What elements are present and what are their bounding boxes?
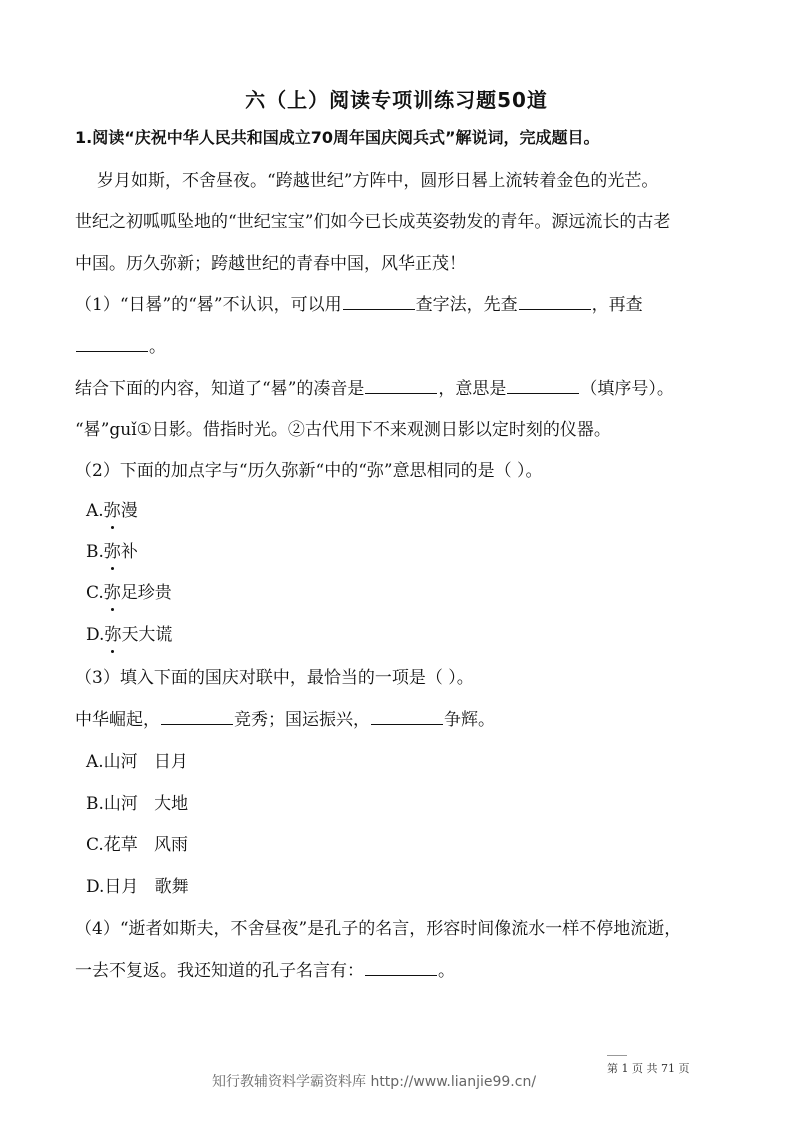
option-text: 天大谎: [121, 625, 173, 645]
couplet-text-c: 争辉。: [444, 710, 495, 730]
passage-line-2: 世纪之初呱呱坠地的“世纪宝宝”们如今已长成英姿勃发的青年。源远流长的古老: [75, 212, 671, 232]
dotted-char: 弥: [104, 580, 121, 606]
option-a[interactable]: A.山河 日月: [86, 752, 188, 772]
couplet-text-b: 竞秀；国运振兴，: [234, 710, 370, 730]
page-title: 六（上）阅读专项训练习题50道: [245, 88, 548, 112]
q1-1-text-a: （1）“日晷”的“晷”不认识，可以用: [75, 295, 342, 315]
option-a[interactable]: [86, 498, 736, 524]
question-1-1-cont: [75, 334, 725, 360]
q1-1b-text-a: 结合下面的内容，知道了“晷”的凑音是: [75, 379, 365, 399]
option-d[interactable]: D.日月 歌舞: [86, 877, 189, 897]
q1-4-end: 。: [438, 961, 455, 981]
passage-line-1: 岁月如斯，不舍昼夜。“跨越世纪”方阵中，圆形日晷上流转着金色的光芒。: [97, 171, 659, 191]
option-b[interactable]: [86, 539, 736, 565]
answer-blank[interactable]: [519, 293, 591, 310]
q1-1-text-b: 查字法，先查: [415, 295, 518, 315]
q1-1-text-c: ，再查: [591, 295, 643, 315]
option-text: 漫: [120, 501, 138, 521]
answer-blank[interactable]: [343, 293, 415, 310]
option-c[interactable]: C.花草 风雨: [86, 835, 189, 855]
question-1-3: （3）填入下面的国庆对联中，最恰当的一项是（ ）。: [75, 668, 474, 688]
dotted-char: 弥: [104, 498, 121, 524]
question-1-4: （4）“逝者如斯夫，不舍昼夜”是孔子的名言，形容时间像流水一样不停地流逝，: [75, 919, 682, 939]
question-1-1: [75, 292, 725, 318]
q1-4-text: 一去不复返。我还知道的孔子名言有：: [75, 961, 364, 981]
answer-blank[interactable]: [161, 708, 233, 725]
question-1-1-b: [75, 376, 725, 402]
option-c[interactable]: [86, 580, 736, 606]
option-letter: D.: [86, 625, 105, 645]
question-1-4-cont: [75, 958, 725, 984]
question-1-2: （2）下面的加点字与“历久弥新“中的“弥”意思相同的是（ ）。: [75, 461, 543, 481]
q1-1b-text-c: （填序号）。: [580, 379, 674, 399]
option-text: 足珍贵: [120, 583, 172, 603]
dotted-char: 弥: [104, 622, 121, 648]
couplet-line: [75, 707, 725, 733]
dictionary-entry: “晷”guǐ①日影。借指时光。②古代用下不来观测日影以定时刻的仪器。: [75, 420, 611, 440]
answer-blank[interactable]: [507, 377, 579, 394]
q1-1b-text-b: ，意思是: [438, 379, 507, 399]
answer-blank[interactable]: [365, 377, 437, 394]
option-d[interactable]: [86, 622, 736, 648]
dotted-char: 弥: [104, 539, 121, 565]
option-letter: A.: [86, 501, 104, 521]
page-number: 第 1 页 共 71 页: [607, 1062, 690, 1075]
answer-blank[interactable]: [365, 959, 437, 976]
answer-blank[interactable]: [371, 708, 443, 725]
q1-1-end: 。: [149, 337, 166, 357]
question-1-heading: 1.阅读“庆祝中华人民共和国成立70周年国庆阅兵式”解说词，完成题目。: [75, 128, 600, 147]
option-b[interactable]: B.山河 大地: [86, 794, 189, 814]
couplet-text-a: 中华崛起，: [75, 710, 160, 730]
passage-line-3: 中国。历久弥新；跨越世纪的青春中国，风华正茂！: [75, 254, 466, 274]
option-text: 补: [120, 542, 138, 562]
answer-blank[interactable]: [76, 335, 148, 352]
option-letter: C.: [86, 583, 104, 603]
page-number-rule: [607, 1055, 627, 1056]
option-letter: B.: [86, 542, 104, 562]
footer-watermark[interactable]: 知行教辅资料学霸资料库 http://www.lianjie99.cn/: [212, 1074, 537, 1090]
